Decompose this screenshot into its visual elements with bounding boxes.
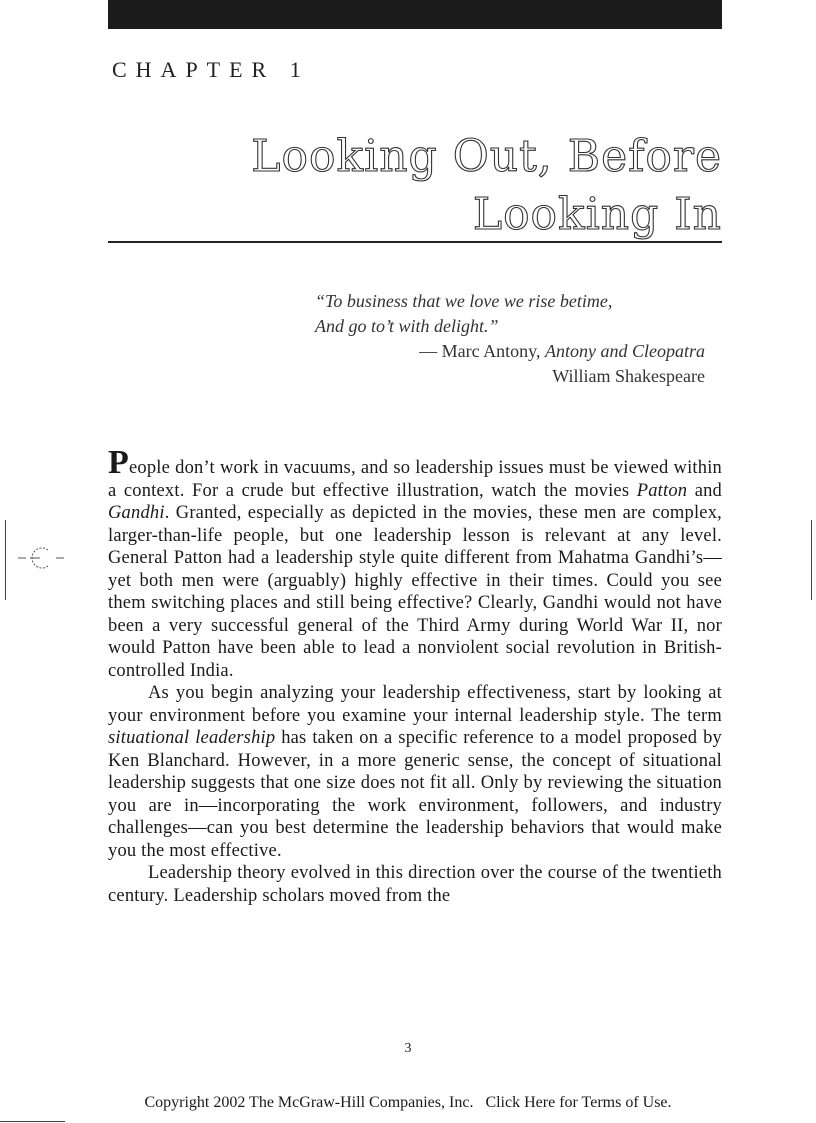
epigraph-attribution-prefix: — Marc Antony, — [419, 341, 545, 361]
paragraph-1-text-b: and — [687, 480, 723, 501]
drop-cap: P — [108, 444, 129, 481]
epigraph-line-2: And go to’t with delight.” — [315, 316, 499, 336]
paragraph-1-text-c: . Granted, especially as depicted in the movies, these men are complex, larger-than-life people, but one leadership lesson is relevant at any level. General Patton had a leadership style quite different from Mahatma Gandhi’s—yet both men were (arguably) highly effective in their times. Could you see them switching places and still being effective? Clearly, Gandhi would not have been a very successful general of the Third Army during World War II, nor would Patton have been able to lead a nonviolent social revolution in British-controlled India. — [108, 503, 722, 681]
paragraph-2-text-a: As you begin analyzing your leadership effectiveness, start by looking at your environment before you examine your internal leadership style. The term — [108, 683, 722, 726]
term-situational-leadership: situational leadership — [108, 728, 276, 748]
chapter-title-line-1: Looking Out, Before — [251, 131, 722, 182]
paragraph-1 — [108, 444, 723, 682]
crop-mark-bottom-left — [0, 1121, 65, 1122]
epigraph-work-title: Antony and Cleopatra — [545, 341, 705, 361]
film-title-patton: Patton — [636, 480, 688, 501]
chapter-label: CHAPTER 1 — [112, 57, 310, 82]
terms-of-use-link[interactable]: Click Here for Terms of Use. — [485, 1094, 672, 1111]
paragraph-1-text-a: eople don’t work in vacuums, and so leadership issues must be viewed within a context. For a crude but effective illustration, watch the movies — [108, 458, 722, 501]
paragraph-3: Leadership theory evolved in this direction over the course of the twentieth century. Leadership scholars moved from the — [108, 863, 722, 906]
epigraph-attribution — [315, 339, 705, 364]
page-number: 3 — [404, 1041, 412, 1056]
paragraph-2-text-b: has taken on a specific reference to a model proposed by Ken Blanchard. However, in a more generic sense, the concept of situational leadership suggests that one size does not fit all. Only by reviewing the situation you are in—incorporating the work environment, followers, and industry challenges—can you best determine the leadership behaviors that would make you the most effective. — [108, 728, 722, 861]
crop-mark-left-top — [5, 520, 6, 600]
epigraph-line-1: “To business that we love we rise betime, — [315, 291, 613, 311]
paragraph-2 — [108, 682, 722, 862]
header-bar — [108, 0, 722, 29]
body-text — [108, 444, 723, 907]
copyright-footer — [0, 1094, 816, 1112]
film-title-gandhi: Gandhi — [108, 503, 165, 523]
crop-mark-right — [811, 520, 812, 600]
chapter-title-line-2: Looking In — [472, 189, 722, 240]
registration-mark-icon — [18, 546, 64, 570]
epigraph — [315, 289, 705, 389]
epigraph-author: William Shakespeare — [552, 366, 705, 386]
chapter-title — [162, 128, 722, 244]
title-divider — [108, 241, 722, 243]
copyright-text: Copyright 2002 The McGraw-Hill Companies, Inc. — [144, 1094, 474, 1111]
